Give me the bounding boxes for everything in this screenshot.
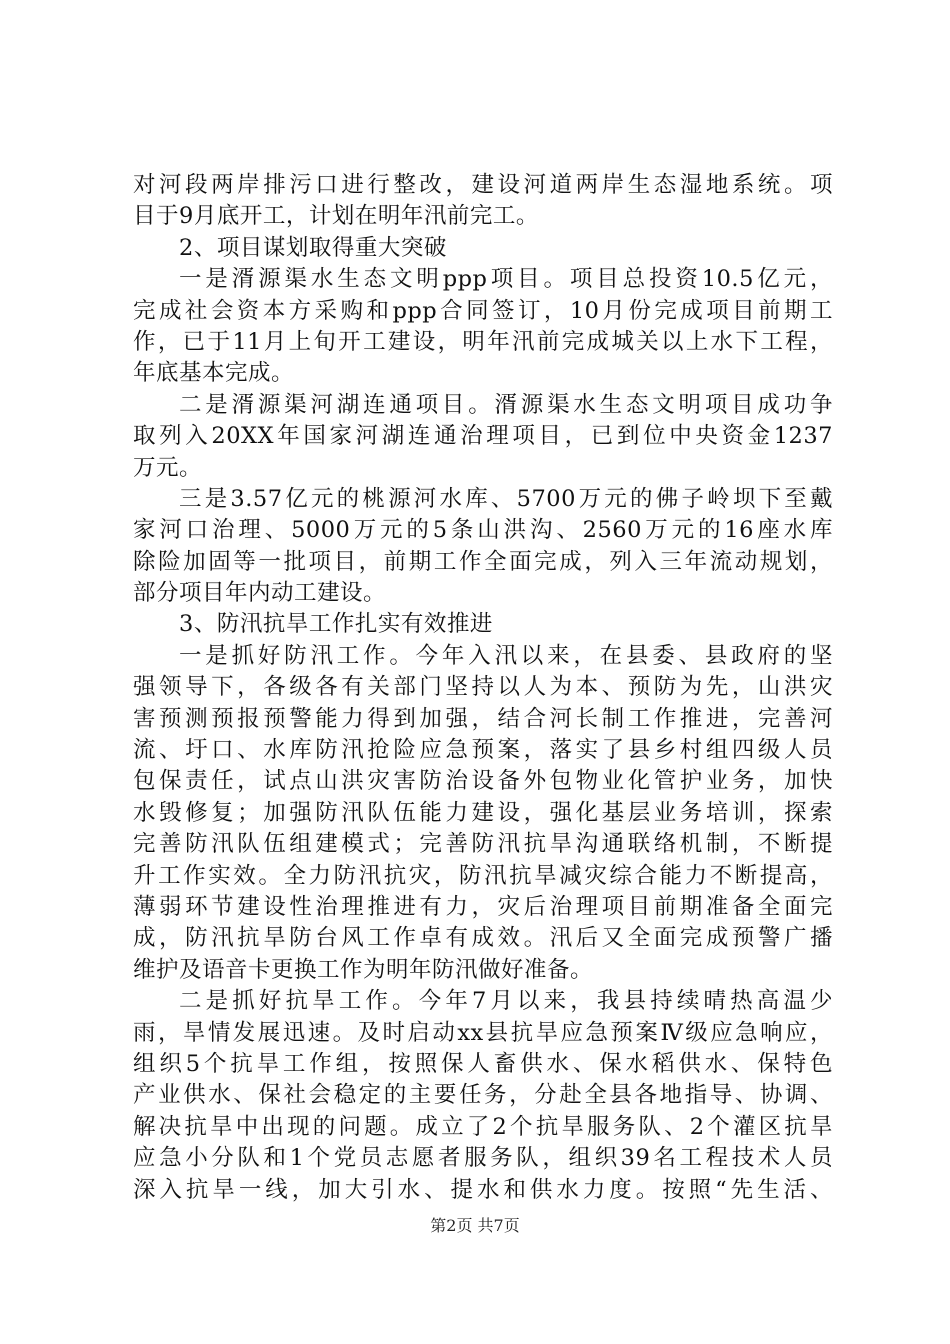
text-line: 应急小分队和1个党员志愿者服务队，组织39名工程技术人员 — [133, 1145, 833, 1172]
text-line: 流、圩口、水库防汛抢险应急预案，落实了县乡村组四级人员 — [133, 737, 833, 764]
text-line: 维护及语音卡更换工作为明年防汛做好准备。 — [133, 956, 594, 983]
text-line: 完成社会资本方采购和ppp合同签订，10月份完成项目前期工 — [133, 297, 833, 324]
text-line: 目于9月底开工，计划在明年汛前完工。 — [133, 203, 539, 230]
text-line: 一是抓好防汛工作。今年入汛以来，在县委、县政府的坚 — [179, 642, 833, 669]
text-line: 取列入20XX年国家河湖连通治理项目，已到位中央资金1237 — [133, 423, 833, 450]
page-number-footer: 第2页 共7页 — [430, 1216, 520, 1235]
text-line: 作，已于11月上旬开工建设，明年汛前完成城关以上水下工程， — [133, 328, 833, 355]
text-line: 包保责任，试点山洪灾害防治设备外包物业化管护业务，加快 — [133, 768, 833, 795]
text-line: 升工作实效。全力防汛抗灾，防汛抗旱减灾综合能力不断提高， — [133, 862, 833, 889]
text-line: 成，防汛抗旱防台风工作卓有成效。汛后又全面完成预警广播 — [133, 925, 833, 952]
text-line: 一是湑源渠水生态文明ppp项目。项目总投资10.5亿元， — [179, 266, 833, 293]
text-line: 害预测预报预警能力得到加强，结合河长制工作推进，完善河 — [133, 705, 833, 732]
text-line: 组织5个抗旱工作组，按照保人畜供水、保水稻供水、保特色 — [133, 1050, 833, 1077]
text-line: 2、项目谋划取得重大突破 — [179, 234, 447, 261]
text-line: 部分项目年内动工建设。 — [133, 580, 387, 607]
text-line: 3、防汛抗旱工作扎实有效推进 — [179, 611, 493, 638]
text-line: 薄弱环节建设性治理推进有力，灾后治理项目前期准备全面完 — [133, 893, 833, 920]
text-line: 家河口治理、5000万元的5条山洪沟、2560万元的16座水库 — [133, 517, 833, 544]
text-line: 雨，旱情发展迅速。及时启动xx县抗旱应急预案Ⅳ级应急响应， — [133, 1019, 833, 1046]
text-line: 二是抓好抗旱工作。今年7月以来，我县持续晴热高温少 — [179, 988, 833, 1015]
text-line: 除险加固等一批项目，前期工作全面完成，列入三年流动规划， — [133, 548, 833, 575]
text-line: 年底基本完成。 — [133, 360, 295, 387]
text-line: 深入抗旱一线，加大引水、提水和供水力度。按照“先生活、 — [133, 1176, 833, 1203]
text-line: 解决抗旱中出现的问题。成立了2个抗旱服务队、2个灌区抗旱 — [133, 1113, 833, 1140]
text-line: 完善防汛队伍组建模式；完善防汛抗旱沟通联络机制，不断提 — [133, 831, 833, 858]
text-line: 强领导下，各级各有关部门坚持以人为本、预防为先，山洪灾 — [133, 674, 833, 701]
text-line: 二是湑源渠河湖连通项目。湑源渠水生态文明项目成功争 — [179, 391, 833, 418]
text-line: 对河段两岸排污口进行整改，建设河道两岸生态湿地系统。项 — [133, 172, 833, 198]
text-line: 万元。 — [133, 454, 203, 481]
text-line: 水毁修复；加强防汛队伍能力建设，强化基层业务培训，探索 — [133, 799, 833, 826]
document-body — [133, 170, 833, 1206]
text-line: 产业供水、保社会稳定的主要任务，分赴全县各地指导、协调、 — [133, 1082, 833, 1109]
text-line: 三是3.57亿元的桃源河水库、5700万元的佛子岭坝下至戴 — [179, 485, 833, 512]
